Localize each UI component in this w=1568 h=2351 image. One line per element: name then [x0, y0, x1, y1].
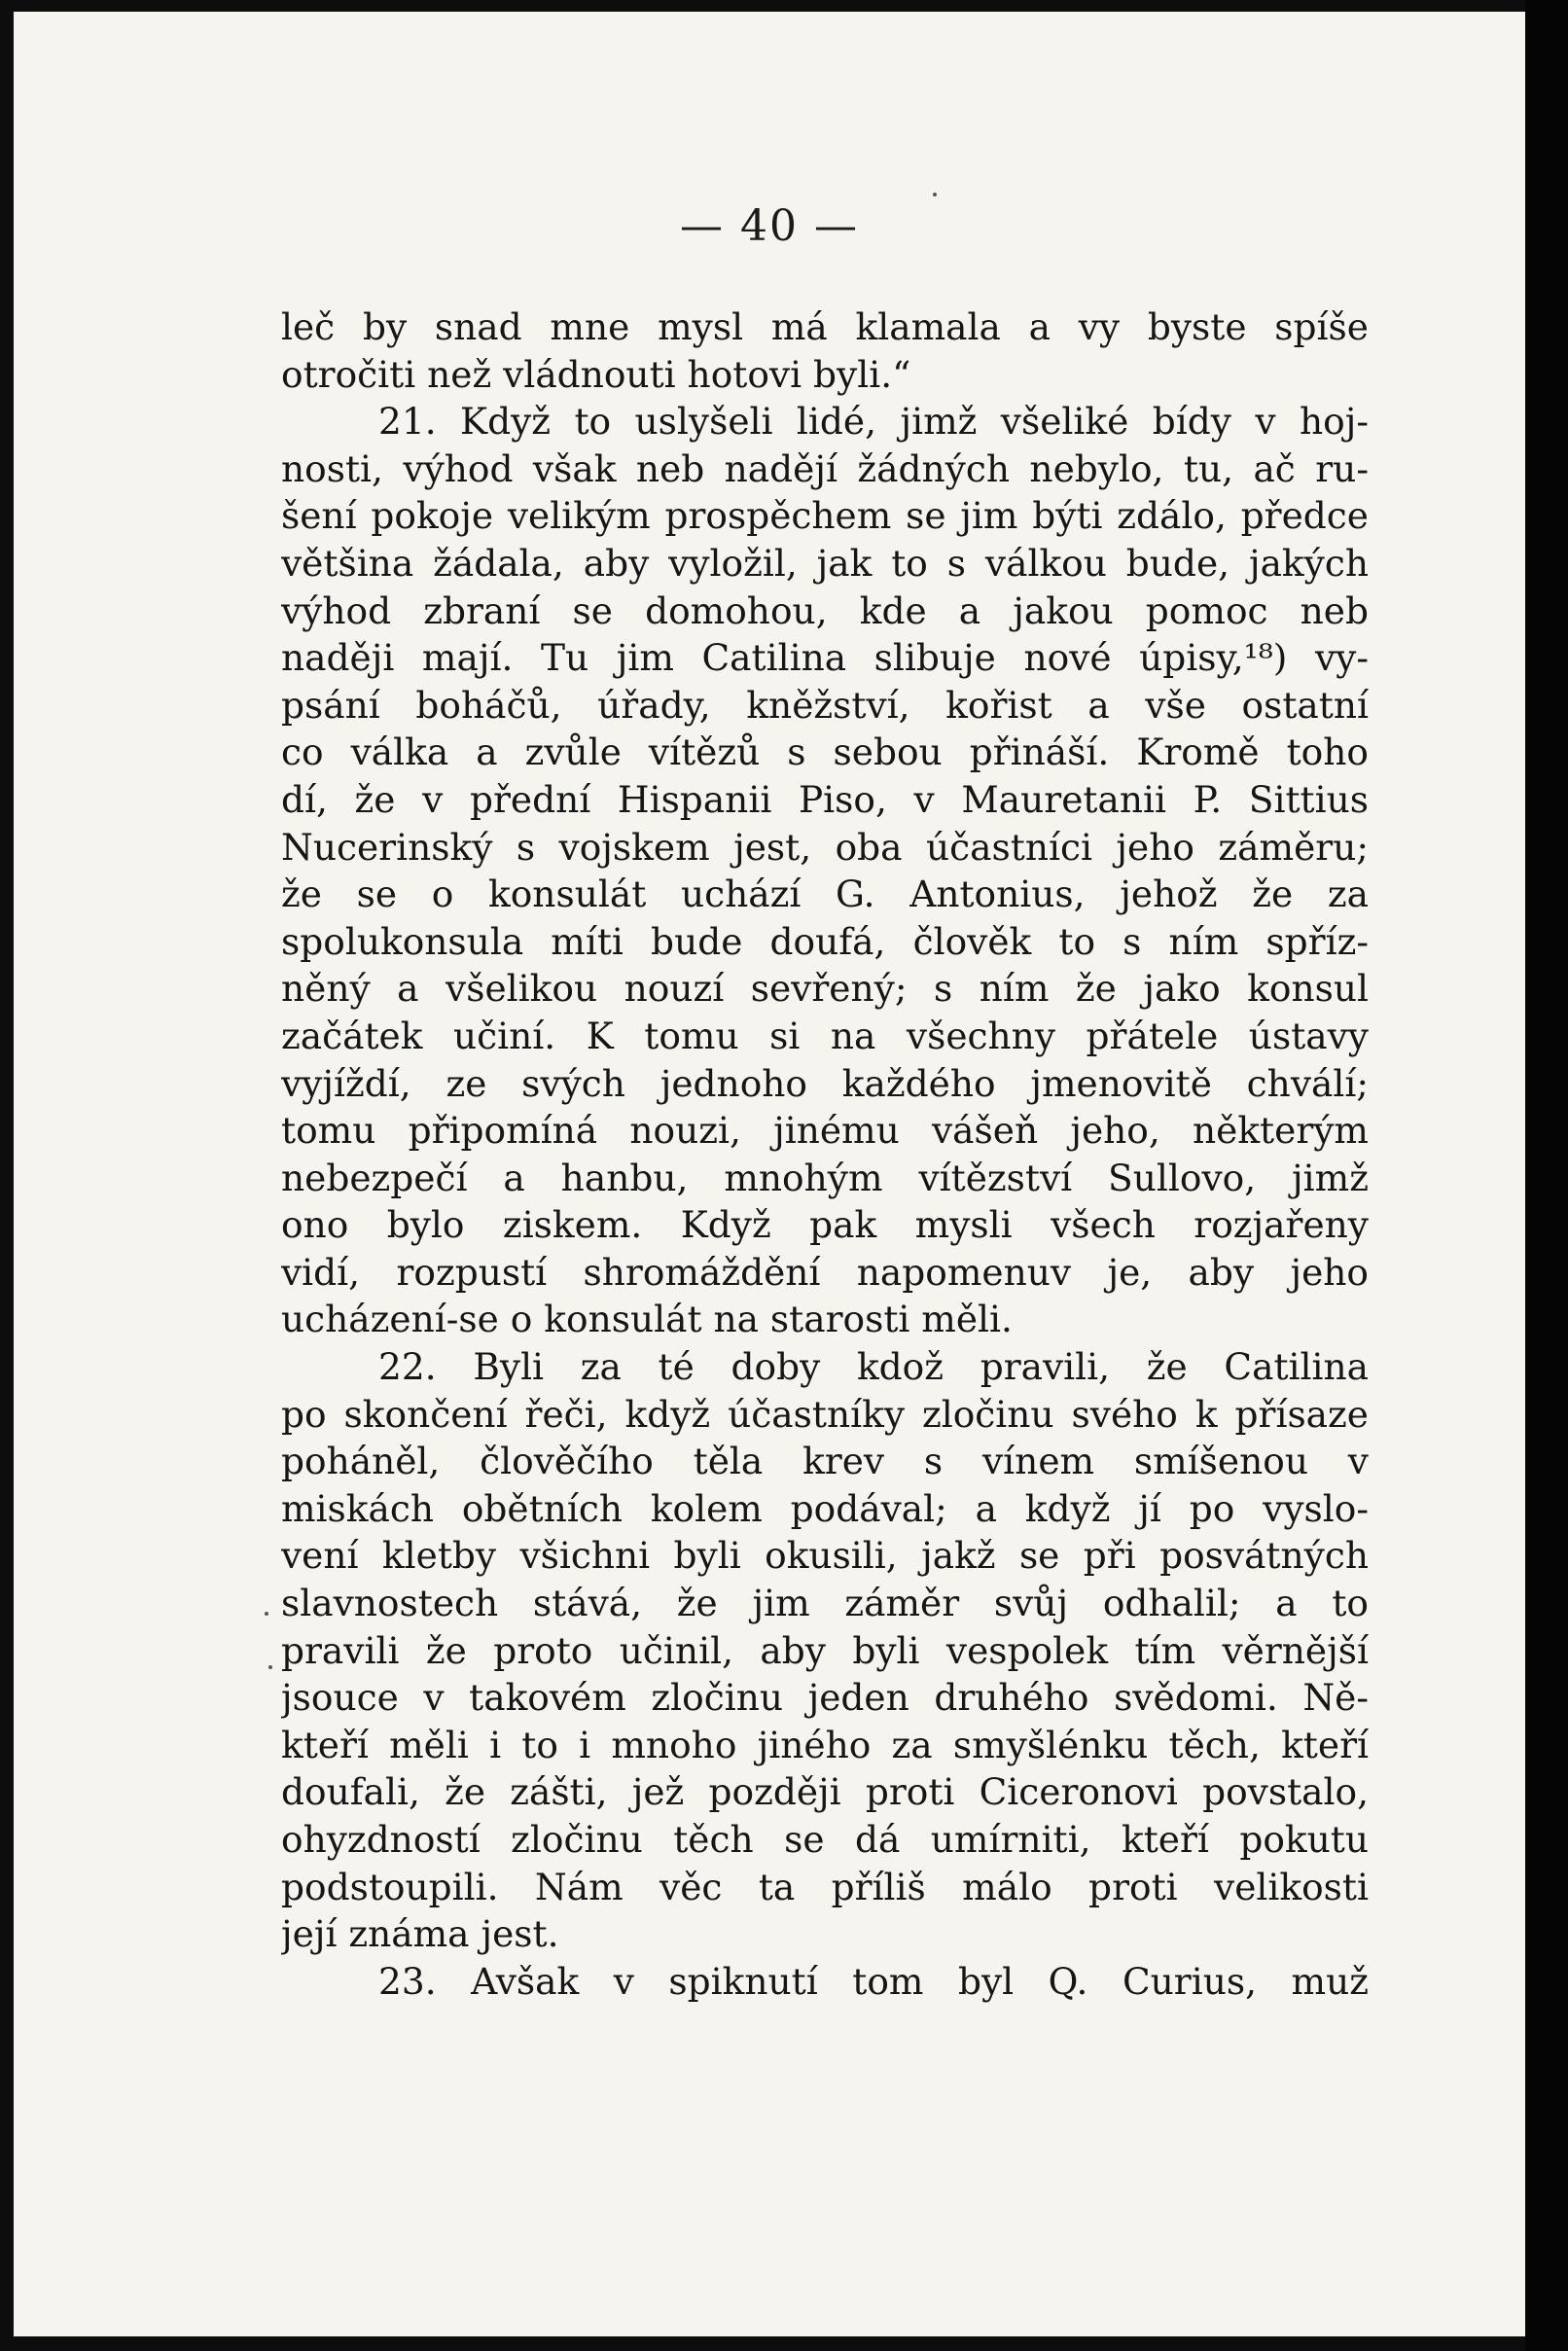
text-line: leč by snad mne mysl má klamala a vy byste spíše — [281, 305, 1369, 348]
text-line: podstoupili. Nám věc ta příliš málo proti velikosti — [281, 1865, 1369, 1908]
text-line: spolukonsula míti bude doufá, člověk to s ním spříz- — [281, 919, 1369, 963]
text-line: naději mají. Tu jim Catilina slibuje nové úpisy,¹⁸) vy- — [281, 636, 1369, 680]
print-speck — [265, 1612, 268, 1616]
text-line: otročiti než vládnouti hotovi byli.“ — [281, 352, 911, 396]
text-line: po skončení řeči, když účastníky zločinu svého k přísaze — [281, 1392, 1369, 1436]
text-line: vidí, rozpustí shromáždění napomenuv je, aby jeho — [281, 1250, 1369, 1294]
text-line: něný a všelikou nouzí sevřený; s ním že jako konsul — [281, 967, 1369, 1011]
text-line: ohyzdností zločinu těch se dá umírniti, kteří pokutu — [281, 1818, 1369, 1861]
print-speck — [933, 193, 937, 196]
body-text — [281, 303, 1369, 2005]
text-line: kteří měli i to i mnoho jiného za smyšlénku těch, kteří — [281, 1723, 1369, 1766]
print-speck — [268, 1665, 272, 1669]
text-line: miskách obětních kolem podával; a když jí po vyslo- — [281, 1486, 1369, 1530]
text-line: vení kletby všichni byli okusili, jakž se při posvátných — [281, 1534, 1369, 1578]
text-line: tomu připomíná nouzi, jinému vášeň jeho, některým — [281, 1109, 1369, 1153]
book-spine-shadow — [1525, 0, 1568, 2351]
text-line: poháněl, člověčího těla krev s vínem smíšenou v — [281, 1440, 1369, 1483]
text-line: slavnostech stává, že jim záměr svůj odhalil; a to — [281, 1582, 1369, 1625]
text-line: nosti, výhod však neb nadějí žádných nebylo, tu, ač ru- — [281, 446, 1369, 490]
text-line: Nucerinský s vojskem jest, oba účastníci jeho záměru; — [281, 825, 1369, 869]
text-line: vyjíždí, ze svých jednoho každého jmenovitě chválí; — [281, 1061, 1369, 1105]
text-line: nebezpečí a hanbu, mnohým vítězství Sullovo, jimž — [281, 1156, 1369, 1199]
text-line: psání boháčů, úřady, kněžství, kořist a vše ostatní — [281, 683, 1369, 727]
text-line: co válka a zvůle vítězů s sebou přináší. Kromě toho — [281, 730, 1369, 774]
text-line: ono bylo ziskem. Když pak mysli všech rozjařeny — [281, 1203, 1369, 1247]
page-number: — 40 — — [680, 201, 859, 251]
text-line: většina žádala, aby vyložil, jak to s válkou bude, jakých — [281, 541, 1369, 585]
text-line: začátek učiní. K tomu si na všechny přátele ústavy — [281, 1014, 1369, 1057]
text-line: jsouce v takovém zločinu jeden druhého svědomi. Ně- — [281, 1676, 1369, 1720]
text-line: šení pokoje velikým prospěchem se jim býti zdálo, předce — [281, 494, 1369, 538]
paragraph-22-start: 22. Byli za té doby kdož pravili, že Catilina — [378, 1345, 1369, 1389]
text-line: výhod zbraní se domohou, kde a jakou pomoc neb — [281, 588, 1369, 632]
paragraph-23-start: 23. Avšak v spiknutí tom byl Q. Curius, muž — [378, 1959, 1369, 2003]
text-line: doufali, že zášti, jež později proti Ciceronovi povstalo, — [281, 1770, 1369, 1814]
text-line: dí, že v přední Hispanii Piso, v Mauretanii P. Sittius — [281, 777, 1369, 821]
book-page — [14, 12, 1525, 2336]
text-line: pravili že proto učinil, aby byli vespolek tím věrnější — [281, 1628, 1369, 1672]
text-line: ucházení-se o konsulát na starosti měli. — [281, 1298, 1013, 1341]
text-line: její známa jest. — [281, 1912, 559, 1956]
text-line: že se o konsulát uchází G. Antonius, jehož že za — [281, 873, 1369, 916]
paragraph-21-start: 21. Když to uslyšeli lidé, jimž všeliké bídy v hoj- — [378, 400, 1369, 444]
